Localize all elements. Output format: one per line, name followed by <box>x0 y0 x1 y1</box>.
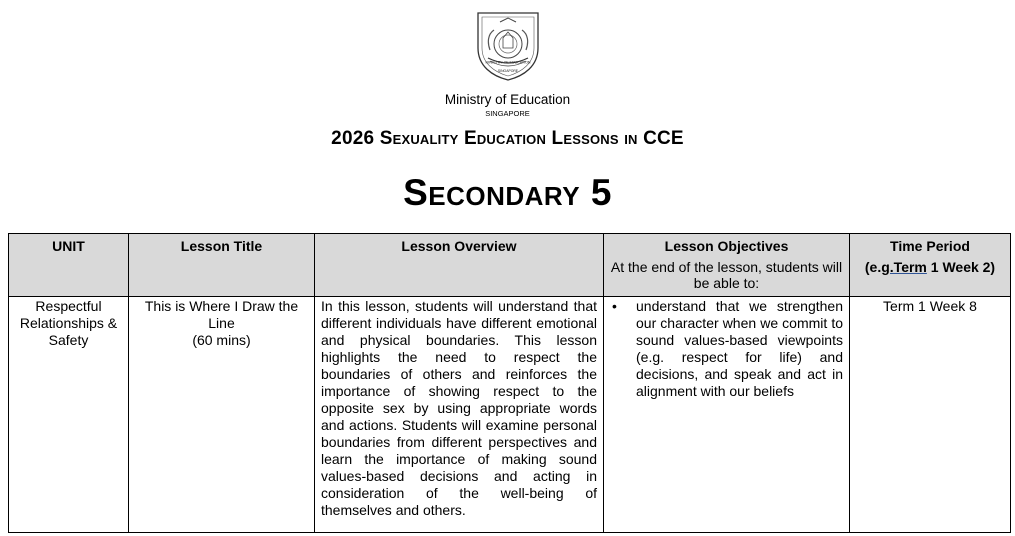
header-time-period-example <box>854 259 1006 276</box>
objectives-list <box>610 298 843 400</box>
header-objectives-subtitle: At the end of the lesson, students will be able to: <box>610 259 843 291</box>
cell-time-period <box>850 297 1011 533</box>
time-example-close: 1 Week 2) <box>926 259 996 275</box>
svg-text:SINGAPORE: SINGAPORE <box>497 69 519 73</box>
time-example-open: (e. <box>864 259 882 275</box>
time-example-underlined: g.Term <box>881 259 927 275</box>
time-period-text: Term 1 Week 8 <box>883 298 977 314</box>
table-row <box>9 297 1011 533</box>
header-lesson-objectives-label: Lesson Objectives <box>664 238 789 254</box>
overview-text: In this lesson, students will understand that different individuals have different emotional and physical boundaries. This lesson highlights the need to respect the boundaries of others and reinforces the importance of showing respect to the opposite sex by using appropriate words and actions. Students will examine personal boundaries from different perspectives and learn the importance of making sound values-based decisions and acting in consideration of the well-being of themselves and others. <box>321 298 597 518</box>
header-lesson-objectives <box>604 234 850 297</box>
unit-text: Respectful Relationships & Safety <box>19 298 118 348</box>
svg-text:MINISTRY OF EDUCATION: MINISTRY OF EDUCATION <box>485 60 531 65</box>
org-name: Ministry of Education <box>444 92 571 107</box>
objective-item: • understand that we strengthen our character when we commit to sound values-based viewpoints (e.g. respect for life) and decisions, and speak and act in alignment with our beliefs <box>636 298 843 400</box>
header-unit-label: UNIT <box>52 238 85 254</box>
lesson-duration: (60 mins) <box>192 332 251 348</box>
lesson-title-text: This is Where I Draw the Line <box>144 298 299 331</box>
document-title: 2026 Sexuality Education Lessons in CCE <box>331 128 684 149</box>
lesson-table <box>8 233 1011 533</box>
level-title: Secondary 5 <box>403 172 612 213</box>
header-lesson-title-label: Lesson Title <box>180 238 263 254</box>
cell-lesson-objectives <box>604 297 850 533</box>
moe-crest-logo <box>472 10 544 82</box>
header-time-period-label: Time Period <box>890 238 970 254</box>
cell-unit <box>9 297 129 533</box>
header-lesson-overview <box>315 234 604 297</box>
header-lesson-overview-label: Lesson Overview <box>401 238 517 254</box>
cell-lesson-overview <box>315 297 604 533</box>
org-country: SINGAPORE <box>485 109 530 118</box>
header-time-period <box>850 234 1011 297</box>
cell-lesson-title <box>129 297 315 533</box>
header-lesson-title <box>129 234 315 297</box>
header-unit <box>9 234 129 297</box>
table-header-row <box>9 234 1011 297</box>
